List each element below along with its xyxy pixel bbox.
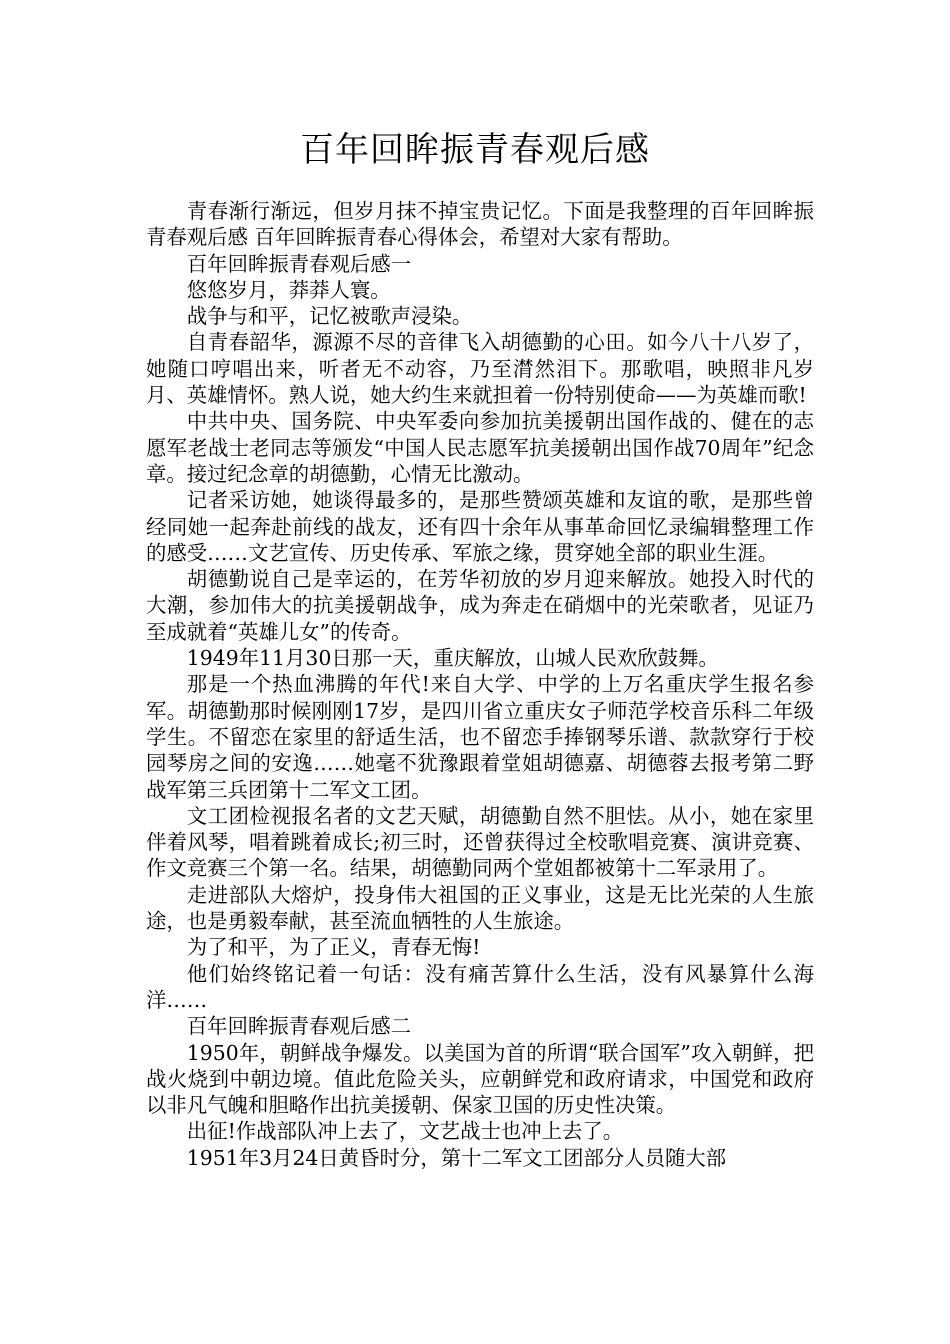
paragraph: 走进部队大熔炉，投身伟大祖国的正义事业，这是无比光荣的人生旅途，也是勇毅奉献，甚至流血牺牲的人生旅途。 [146, 882, 814, 934]
paragraph: 文工团检视报名者的文艺天赋，胡德勤自然不胆怯。从小，她在家里伴着风琴，唱着跳着成长;初三时，还曾获得过全校歌唱竞赛、演讲竞赛、作文竞赛三个第一名。结果，胡德勤同两个堂姐都被第十二军录用了。 [146, 803, 814, 881]
paragraph: 1949年11月30日那一天，重庆解放，山城人民欢欣鼓舞。 [186, 646, 719, 671]
paragraph: 1950年，朝鲜战争爆发。以美国为首的所谓“联合国军”攻入朝鲜，把战火烧到中朝边境。值此危险关头，应朝鲜党和政府请求，中国党和政府以非凡气魄和胆略作出抗美援朝、保家卫国的历史性决策。 [146, 1040, 814, 1118]
paragraph: 那是一个热血沸腾的年代!来自大学、中学的上万名重庆学生报名参军。胡德勤那时候刚刚17岁，是四川省立重庆女子师范学校音乐科二年级学生。不留恋在家里的舒适生活，也不留恋手捧钢琴乐谱、款款穿行于校园琴房之间的安逸……她毫不犹豫跟着堂姐胡德嘉、胡德蓉去报考第二野战军第三兵团第十二军文工团。 [146, 672, 814, 802]
paragraph-intro: 青春渐行渐远，但岁月抹不掉宝贵记忆。下面是我整理的百年回眸振青春观后感 百年回眸振青春心得体会，希望对大家有帮助。 [146, 199, 814, 250]
paragraph: 为了和平，为了正义，青春无悔! [186, 935, 481, 960]
document-title: 百年回眸振青春观后感 [300, 130, 650, 170]
paragraph: 自青春韶华，源源不尽的音律飞入胡德勤的心田。如今八十八岁了，她随口哼唱出来，听者无不动容，乃至潸然泪下。那歌唱，映照非凡岁月、英雄情怀。熟人说，她大约生来就担着一份特别使命——为英雄而歌! [146, 330, 814, 408]
paragraph: 胡德勤说自己是幸运的，在芳华初放的岁月迎来解放。她投入时代的大潮，参加伟大的抗美援朝战争，成为奔走在硝烟中的光荣歌者，见证乃至成就着“英雄儿女”的传奇。 [146, 567, 814, 644]
section-heading-1: 百年回眸振青春观后感一 [186, 251, 412, 276]
paragraph: 中共中央、国务院、中央军委向参加抗美援朝出国作战的、健在的志愿军老战士老同志等颁发“中国人民志愿军抗美援朝出国作战70周年”纪念章。接过纪念章的胡德勤，心情无比激动。 [146, 409, 814, 486]
paragraph: 他们始终铭记着一句话：没有痛苦算什么生活，没有风暴算什么海洋…… [146, 961, 814, 1012]
paragraph: 记者采访她，她谈得最多的，是那些赞颂英雄和友谊的歌，是那些曾经同她一起奔赴前线的战友，还有四十余年从事革命回忆录编辑整理工作的感受……文艺宣传、历史传承、军旅之缘，贯穿她全部的职业生涯。 [146, 488, 814, 565]
paragraph: 悠悠岁月，莽莽人寰。 [186, 277, 391, 302]
document-body [146, 198, 814, 1171]
paragraph: 出征!作战部队冲上去了，文艺战士也冲上去了。 [186, 1119, 624, 1144]
section-heading-2: 百年回眸振青春观后感二 [186, 1014, 412, 1039]
paragraph: 战争与和平，记忆被歌声浸染。 [186, 304, 473, 329]
paragraph: 1951年3月24日黄昏时分，第十二军文工团部分人员随大部 [186, 1145, 727, 1170]
